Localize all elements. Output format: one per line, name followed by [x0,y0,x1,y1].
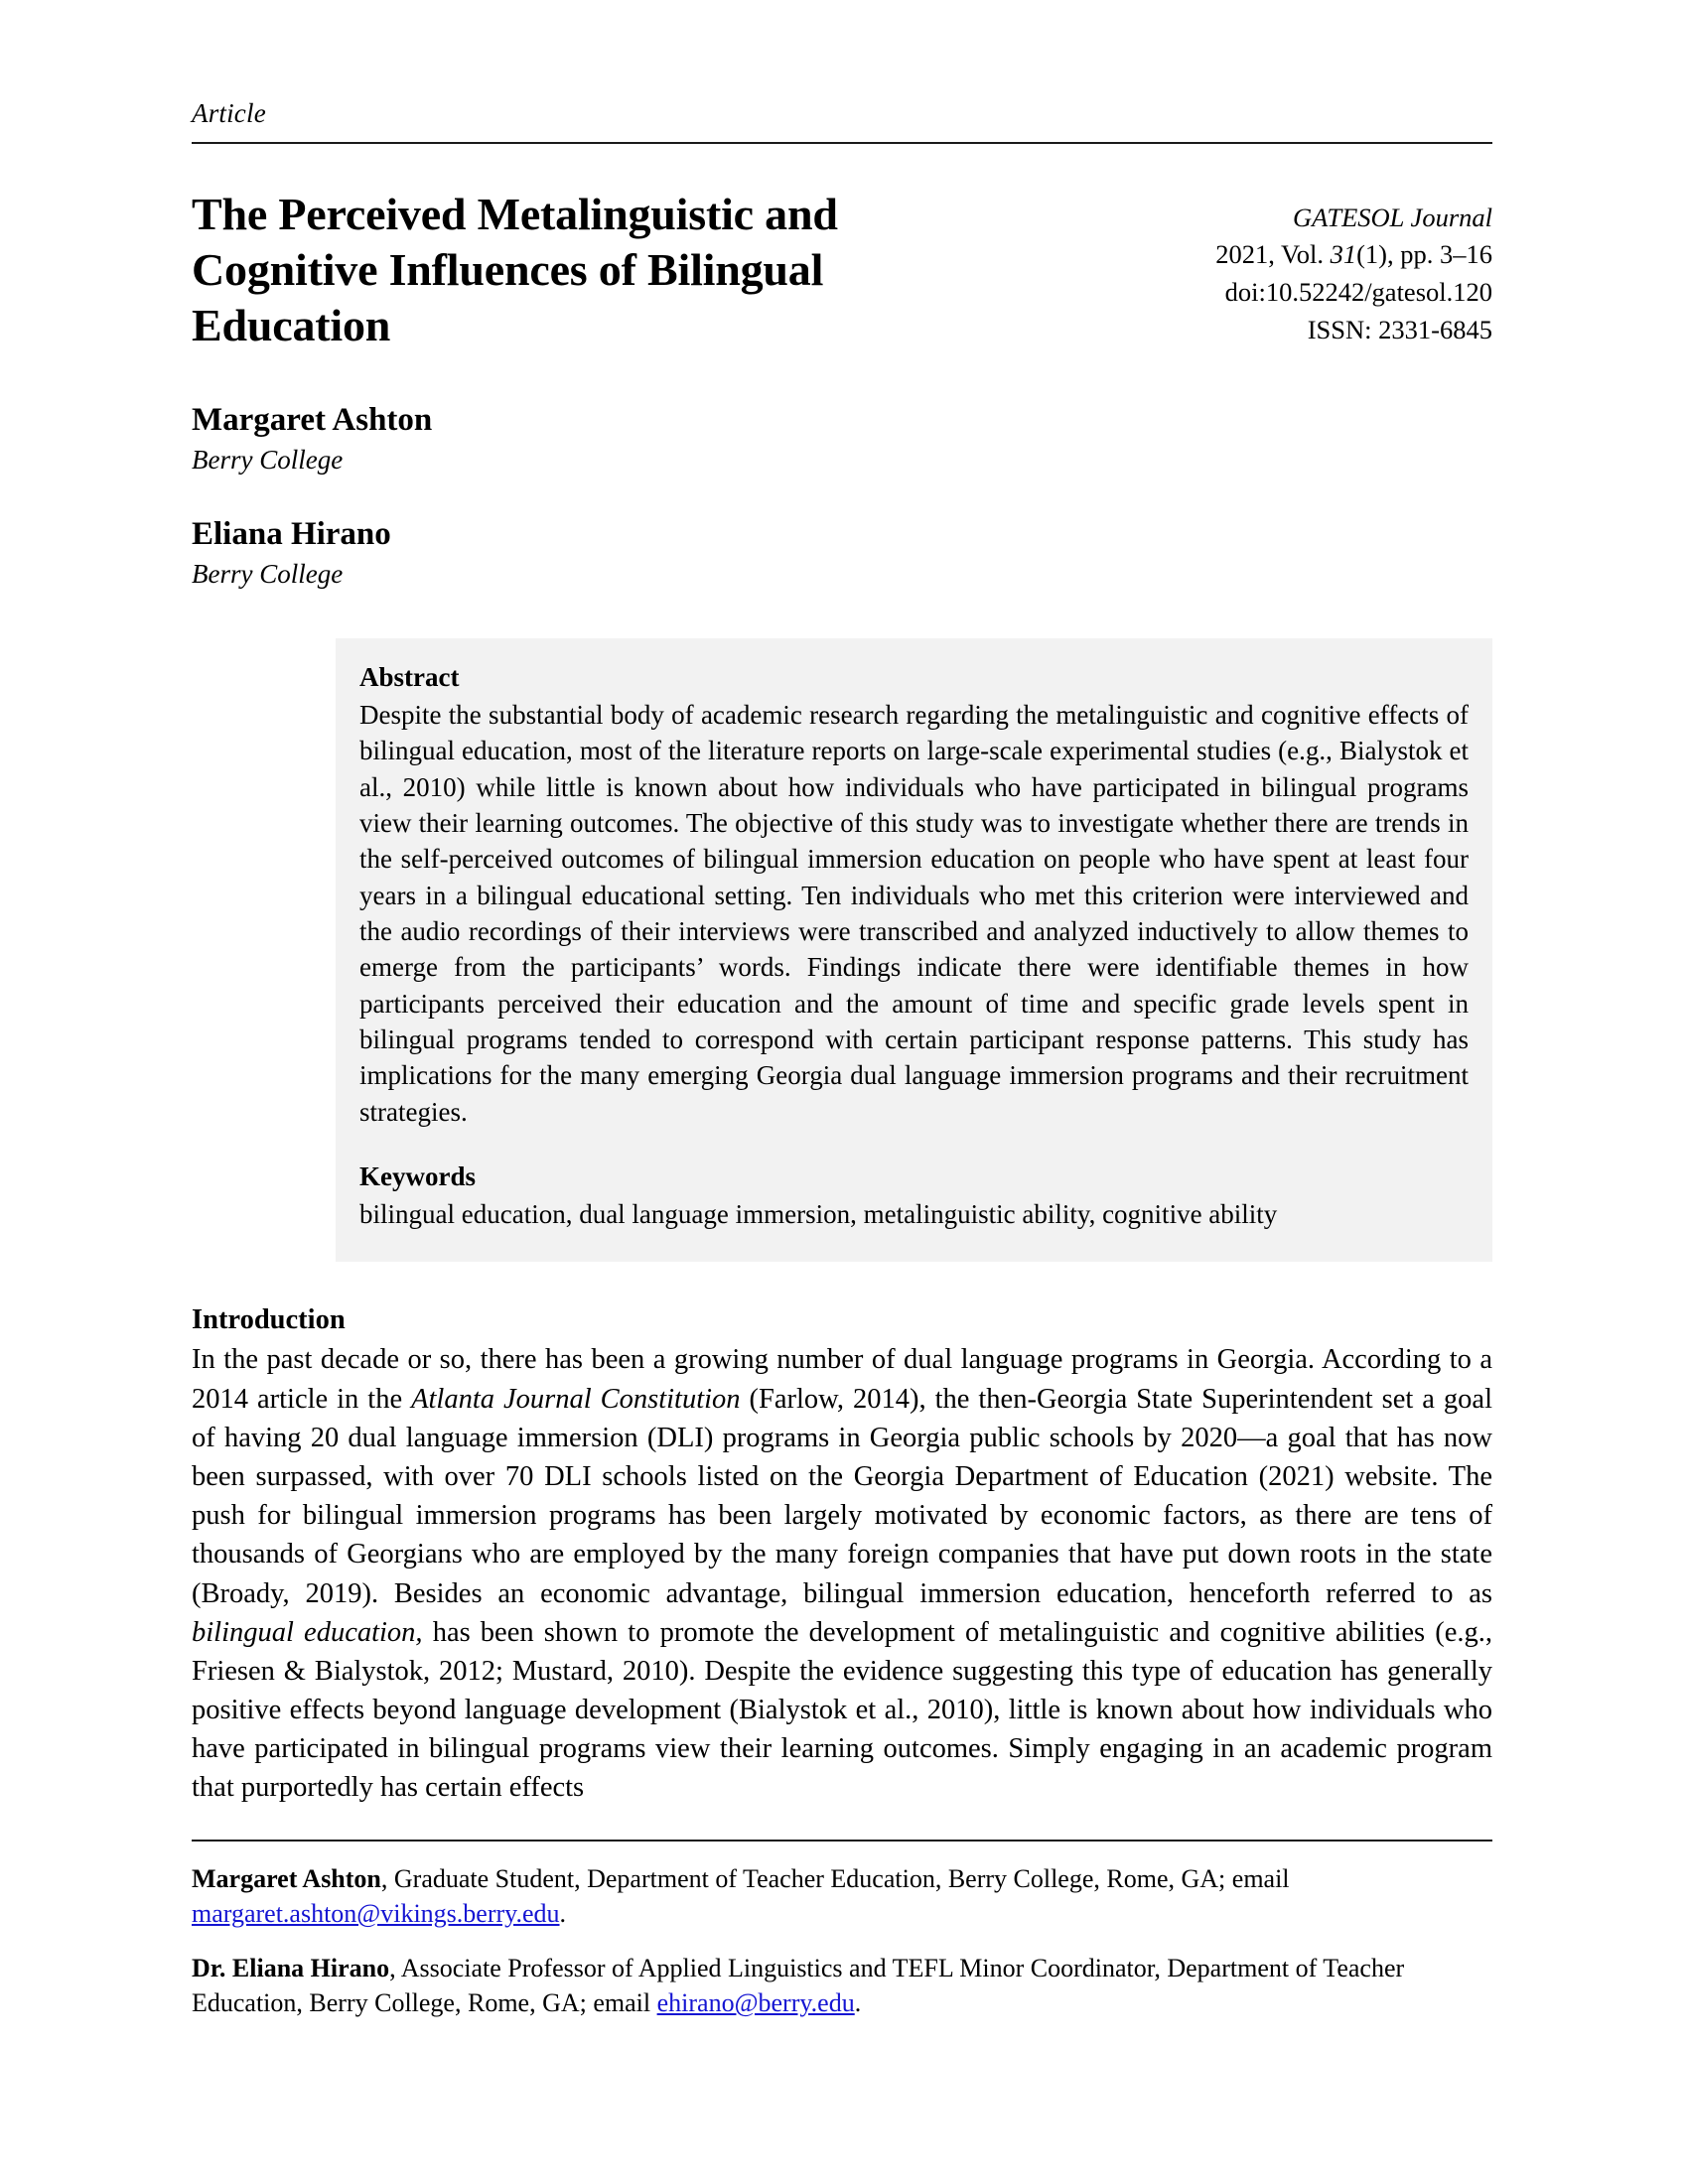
introduction-paragraph [192,1340,1492,1807]
intro-text-part-3: has been shown to promote the development of metalinguistic and cognitive abilities (e.g., Friesen & Bialystok, 2012; Mustard, 2010). Despite the evidence suggesting this type of education has generally positive effects beyond language development (Bialystok et al., 2010), little is known about how individuals who have participated in bilingual programs view their learning outcomes. Simply engaging in an academic program that purportedly has certain effects [192,1616,1492,1804]
footnote-author-name: Margaret Ashton [192,1863,381,1893]
title-and-journal-meta [192,187,1492,353]
journal-issn: ISSN: 2331-6845 [1307,314,1492,344]
footnote-detail-end: . [559,1899,567,1929]
email-link-eliana-hirano[interactable]: ehirano@berry.edu [656,1988,855,2018]
author-affiliation: Berry College [192,444,344,475]
running-head-label: Article [192,98,266,128]
author-block-1 [192,401,1492,478]
journal-volume-number: 31 [1330,239,1357,270]
running-head [192,0,1492,144]
author-name: Margaret Ashton [192,402,433,439]
author-list [192,401,1492,592]
footnote-author-1 [192,1861,1492,1932]
journal-issue-pages: (1), pp. 3–16 [1356,239,1492,270]
footnote-divider-rule [192,1840,1492,1842]
abstract-text: Despite the substantial body of academic research regarding the metalinguistic and cognitive effects of bilingual education, most of the literature reports on large-scale experimental studies (e.g., Bialystok et al., 2010) while little is known about how individuals who have participated in bilingual programs view their learning outcomes. The objective of this study was to investigate whether there are trends in the self-perceived outcomes of bilingual immersion education on people who have spent at least four years in a bilingual educational setting. Ten individuals who met this criterion were interviewed and the audio recordings of their interviews were transcribed and analyzed inductively to allow themes to emerge from the participants’ words. Findings indicate there were identifiable themes in how participants perceived their education and the amount of time and specific grade levels spent in bilingual programs tended to correspond with certain participant response patterns. This study has implications for the many emerging Georgia dual language immersion programs and their recruitment strategies. [359,700,1469,1127]
keywords-heading: Keywords [359,1160,476,1191]
header-divider-rule [192,142,1492,144]
footnote-detail-end: . [854,1988,862,2018]
intro-text-part-2: (Farlow, 2014), the then-Georgia State Superintendent set a goal of having 20 dual language immersion (DLI) programs in Georgia public schools by 2020—a goal that has now been surpassed, with over 70 DLI schools listed on the Georgia Department of Education (2021) website. The push for bilingual immersion programs has been largely motivated by economic factors, as there are tens of thousands of Georgians who are employed by the many foreign companies that have put down roots in the state (Broady, 2019). Besides an economic advantage, bilingual immersion education, henceforth referred to as [192,1383,1492,1609]
author-affiliation: Berry College [192,558,344,589]
journal-doi: doi:10.52242/gatesol.120 [1224,276,1492,307]
page-title: The Perceived Metalinguistic and Cognitive Influences of Bilingual Education [192,188,838,350]
footnote-author-2 [192,1951,1492,2021]
author-block-2 [192,515,1492,592]
abstract-box [336,638,1492,1262]
page-content-column [192,0,1492,2021]
journal-name: GATESOL Journal [1293,202,1492,232]
section-heading-introduction: Introduction [192,1304,346,1336]
keywords-text: bilingual education, dual language immersion, metalinguistic ability, cognitive ability [359,1199,1278,1230]
journal-volume-pages [1065,236,1492,274]
intro-text-part-1: In the past decade or so, there has been a growing number of dual language programs in Georgia. According to a 2014 article in the [192,1344,1492,1415]
footnote-detail: , Associate Professor of Applied Linguistics and TEFL Minor Coordinator, Department of Teacher Education, Berry College, Rome, GA; email [192,1953,1405,2018]
footnote-author-name: Dr. Eliana Hirano [192,1953,390,1982]
intro-italic-term: bilingual education, [192,1616,423,1648]
intro-italic-newspaper-title: Atlanta Journal Constitution [411,1383,741,1415]
abstract-heading: Abstract [359,662,460,693]
author-name: Eliana Hirano [192,516,391,553]
journal-metadata [1065,187,1492,349]
email-link-margaret-ashton[interactable]: margaret.ashton@vikings.berry.edu [192,1899,560,1929]
footnote-area [192,1861,1492,2021]
footnote-detail: , Graduate Student, Department of Teacher Education, Berry College, Rome, GA; email [380,1863,1290,1893]
journal-year-volume-prefix: 2021, Vol. [1215,239,1331,270]
